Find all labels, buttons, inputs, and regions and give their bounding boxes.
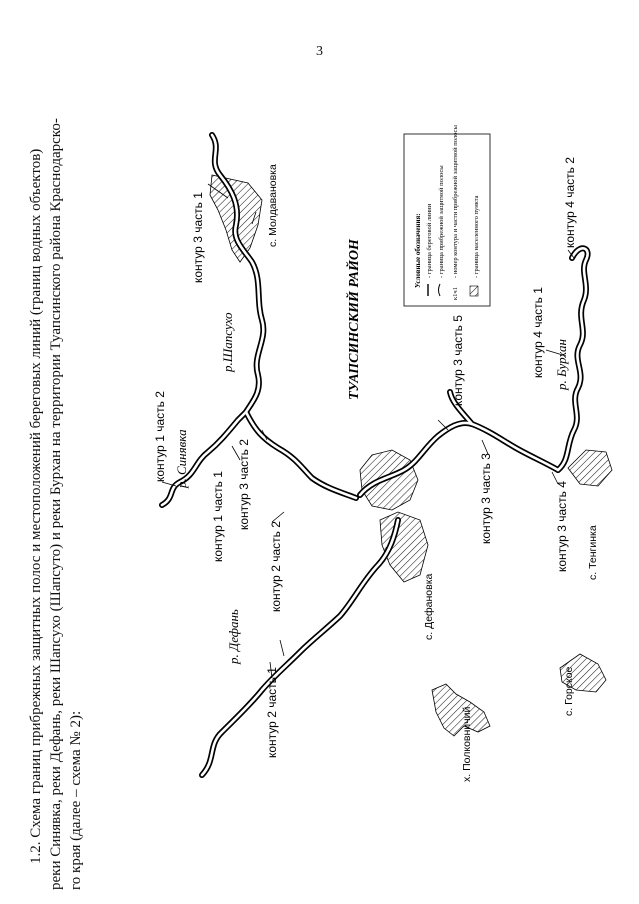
legend-sample-code: к1ч1 xyxy=(452,287,459,300)
legend-settlement-symbol xyxy=(470,286,478,296)
label-k3p1: контур 3 часть 1 xyxy=(191,192,205,283)
label-defanovka: с. Дефановка xyxy=(423,573,435,640)
label-gorskoe: с. Горское xyxy=(563,666,575,716)
label-molchanovka: с. Молдавановка xyxy=(267,164,279,247)
label-tenginka: с. Тенгинка xyxy=(587,525,599,580)
legend-item-shoreline: - граница береговой линии xyxy=(426,203,433,278)
label-k3p4: контур 3 часть 4 xyxy=(555,481,569,572)
label-district: ТУАПСИНСКИЙ РАЙОН xyxy=(347,239,362,400)
label-k3p5: контур 3 часть 5 xyxy=(451,315,465,406)
label-k3p3: контур 3 часть 3 xyxy=(479,453,493,544)
map-legend xyxy=(404,125,490,306)
settlement-area-center xyxy=(360,450,418,510)
label-river-sinyavka: р. Синявка xyxy=(174,429,189,488)
settlement-area-tenginka xyxy=(568,450,612,486)
label-k2p2: контур 2 часть 2 xyxy=(269,521,283,612)
label-k3p2: контур 3 часть 2 xyxy=(237,439,251,530)
legend-title: Условные обозначения: xyxy=(414,213,422,288)
label-k2p1: контур 2 часть 1 xyxy=(265,667,279,758)
label-river-shapsukho: р.Шапсухо xyxy=(220,312,235,372)
page-number: 3 xyxy=(316,44,323,59)
heading-line-2: реки Синявка, реки Дефань, реки Шапсухо (Шапсуто) и реки Бурхан на территории Туапсинского района Краснодарско- xyxy=(48,118,64,890)
label-k1p1: контур 1 часть 1 xyxy=(211,471,225,562)
label-river-defan: р. Дефань xyxy=(226,609,241,664)
label-k4p2: контур 4 часть 2 xyxy=(563,157,577,248)
legend-item-buffer: - граница прибрежной защитной полосы xyxy=(438,165,445,278)
legend-item-contour: - номер контура и части прибрежной защитной полосы xyxy=(452,125,459,278)
legend-item-settlement: - граница населенного пункта xyxy=(473,195,480,278)
heading-line-1: 1.2. Схема границ прибрежных защитных полос и местоположений береговых линий (границ водных объектов) xyxy=(28,148,44,864)
label-river-burkhan: р. Бурхан xyxy=(554,339,569,390)
heading-line-3: го края (далее – схема № 2): xyxy=(68,710,84,890)
label-polkovnichiy: х. Полковничий xyxy=(461,706,473,782)
label-k4p1: контур 4 часть 1 xyxy=(531,287,545,378)
label-k1p2: контур 1 часть 2 xyxy=(153,391,167,482)
